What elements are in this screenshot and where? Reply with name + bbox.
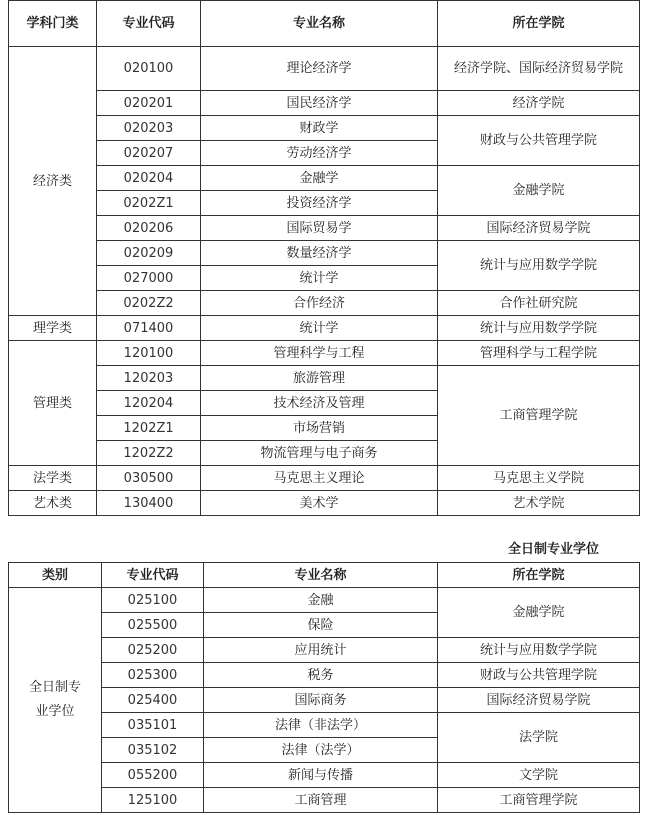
table-row <box>9 588 640 613</box>
name-cell: 保险 <box>204 613 438 638</box>
section-caption: 全日制专业学位 <box>508 542 600 557</box>
code-cell: 035102 <box>102 738 204 763</box>
table-row <box>9 366 640 391</box>
table-row <box>9 91 640 116</box>
name-cell: 法律（法学） <box>204 738 438 763</box>
name-cell: 工商管理 <box>204 788 438 813</box>
code-cell: 130400 <box>97 491 201 516</box>
name-cell: 马克思主义理论 <box>201 466 438 491</box>
name-cell: 统计学 <box>201 316 438 341</box>
name-cell: 法律（非法学） <box>204 713 438 738</box>
table-row <box>9 116 640 141</box>
code-cell: 020100 <box>97 47 201 91</box>
code-cell: 025200 <box>102 638 204 663</box>
code-cell: 055200 <box>102 763 204 788</box>
name-cell: 美术学 <box>201 491 438 516</box>
college-cell: 工商管理学院 <box>438 788 640 813</box>
category-cell <box>9 588 102 813</box>
table-header-row <box>9 563 640 588</box>
discipline-table <box>8 0 640 516</box>
category-cell: 艺术类 <box>9 491 97 516</box>
table-row <box>9 638 640 663</box>
code-cell: 020203 <box>97 116 201 141</box>
table-row <box>9 341 640 366</box>
code-cell: 035101 <box>102 713 204 738</box>
college-cell: 经济学院 <box>438 91 640 116</box>
header-college: 所在学院 <box>438 563 640 588</box>
college-cell: 工商管理学院 <box>438 366 640 466</box>
code-cell: 025500 <box>102 613 204 638</box>
college-cell: 法学院 <box>438 713 640 763</box>
college-cell: 管理科学与工程学院 <box>438 341 640 366</box>
table-row <box>9 166 640 191</box>
table-row <box>9 763 640 788</box>
table-row <box>9 788 640 813</box>
college-cell: 艺术学院 <box>438 491 640 516</box>
college-cell: 金融学院 <box>438 588 640 638</box>
college-cell: 合作社研究院 <box>438 291 640 316</box>
header-category: 学科门类 <box>9 1 97 47</box>
college-cell: 马克思主义学院 <box>438 466 640 491</box>
professional-degree-table <box>8 562 640 813</box>
header-name: 专业名称 <box>204 563 438 588</box>
college-cell: 财政与公共管理学院 <box>438 116 640 166</box>
name-cell: 物流管理与电子商务 <box>201 441 438 466</box>
name-cell: 理论经济学 <box>201 47 438 91</box>
table-row <box>9 663 640 688</box>
category-cell: 理学类 <box>9 316 97 341</box>
table-row <box>9 291 640 316</box>
table-row <box>9 47 640 91</box>
college-cell: 统计与应用数学学院 <box>438 638 640 663</box>
code-cell: 025300 <box>102 663 204 688</box>
header-category: 类别 <box>9 563 102 588</box>
name-cell: 劳动经济学 <box>201 141 438 166</box>
college-cell: 国际经济贸易学院 <box>438 216 640 241</box>
code-cell: 120100 <box>97 341 201 366</box>
name-cell: 金融 <box>204 588 438 613</box>
name-cell: 市场营销 <box>201 416 438 441</box>
college-cell: 金融学院 <box>438 166 640 216</box>
name-cell: 财政学 <box>201 116 438 141</box>
table-header-row <box>9 1 640 47</box>
code-cell: 030500 <box>97 466 201 491</box>
code-cell: 0202Z2 <box>97 291 201 316</box>
code-cell: 0202Z1 <box>97 191 201 216</box>
name-cell: 统计学 <box>201 266 438 291</box>
code-cell: 1202Z2 <box>97 441 201 466</box>
name-cell: 管理科学与工程 <box>201 341 438 366</box>
name-cell: 税务 <box>204 663 438 688</box>
name-cell: 数量经济学 <box>201 241 438 266</box>
code-cell: 020201 <box>97 91 201 116</box>
code-cell: 025100 <box>102 588 204 613</box>
code-cell: 120204 <box>97 391 201 416</box>
header-code: 专业代码 <box>102 563 204 588</box>
category-cell: 经济类 <box>9 47 97 316</box>
code-cell: 020206 <box>97 216 201 241</box>
code-cell: 120203 <box>97 366 201 391</box>
college-cell: 统计与应用数学学院 <box>438 316 640 341</box>
name-cell: 国际贸易学 <box>201 216 438 241</box>
code-cell: 125100 <box>102 788 204 813</box>
table-row <box>9 216 640 241</box>
college-cell: 财政与公共管理学院 <box>438 663 640 688</box>
header-code: 专业代码 <box>97 1 201 47</box>
name-cell: 合作经济 <box>201 291 438 316</box>
college-cell: 文学院 <box>438 763 640 788</box>
table-row <box>9 713 640 738</box>
code-cell: 020204 <box>97 166 201 191</box>
category-cell: 管理类 <box>9 341 97 466</box>
college-cell: 国际经济贸易学院 <box>438 688 640 713</box>
name-cell: 金融学 <box>201 166 438 191</box>
name-cell: 投资经济学 <box>201 191 438 216</box>
name-cell: 应用统计 <box>204 638 438 663</box>
code-cell: 1202Z1 <box>97 416 201 441</box>
table-row <box>9 241 640 266</box>
code-cell: 025400 <box>102 688 204 713</box>
code-cell: 071400 <box>97 316 201 341</box>
code-cell: 020207 <box>97 141 201 166</box>
table-row <box>9 466 640 491</box>
table-row <box>9 688 640 713</box>
code-cell: 020209 <box>97 241 201 266</box>
name-cell: 新闻与传播 <box>204 763 438 788</box>
name-cell: 旅游管理 <box>201 366 438 391</box>
name-cell: 技术经济及管理 <box>201 391 438 416</box>
college-cell: 经济学院、国际经济贸易学院 <box>438 47 640 91</box>
name-cell: 国际商务 <box>204 688 438 713</box>
header-name: 专业名称 <box>201 1 438 47</box>
category-cell: 法学类 <box>9 466 97 491</box>
header-college: 所在学院 <box>438 1 640 47</box>
code-cell: 027000 <box>97 266 201 291</box>
table-row <box>9 316 640 341</box>
category-label: 全日制专业学位 <box>28 680 81 719</box>
name-cell: 国民经济学 <box>201 91 438 116</box>
college-cell: 统计与应用数学学院 <box>438 241 640 291</box>
table-row <box>9 491 640 516</box>
